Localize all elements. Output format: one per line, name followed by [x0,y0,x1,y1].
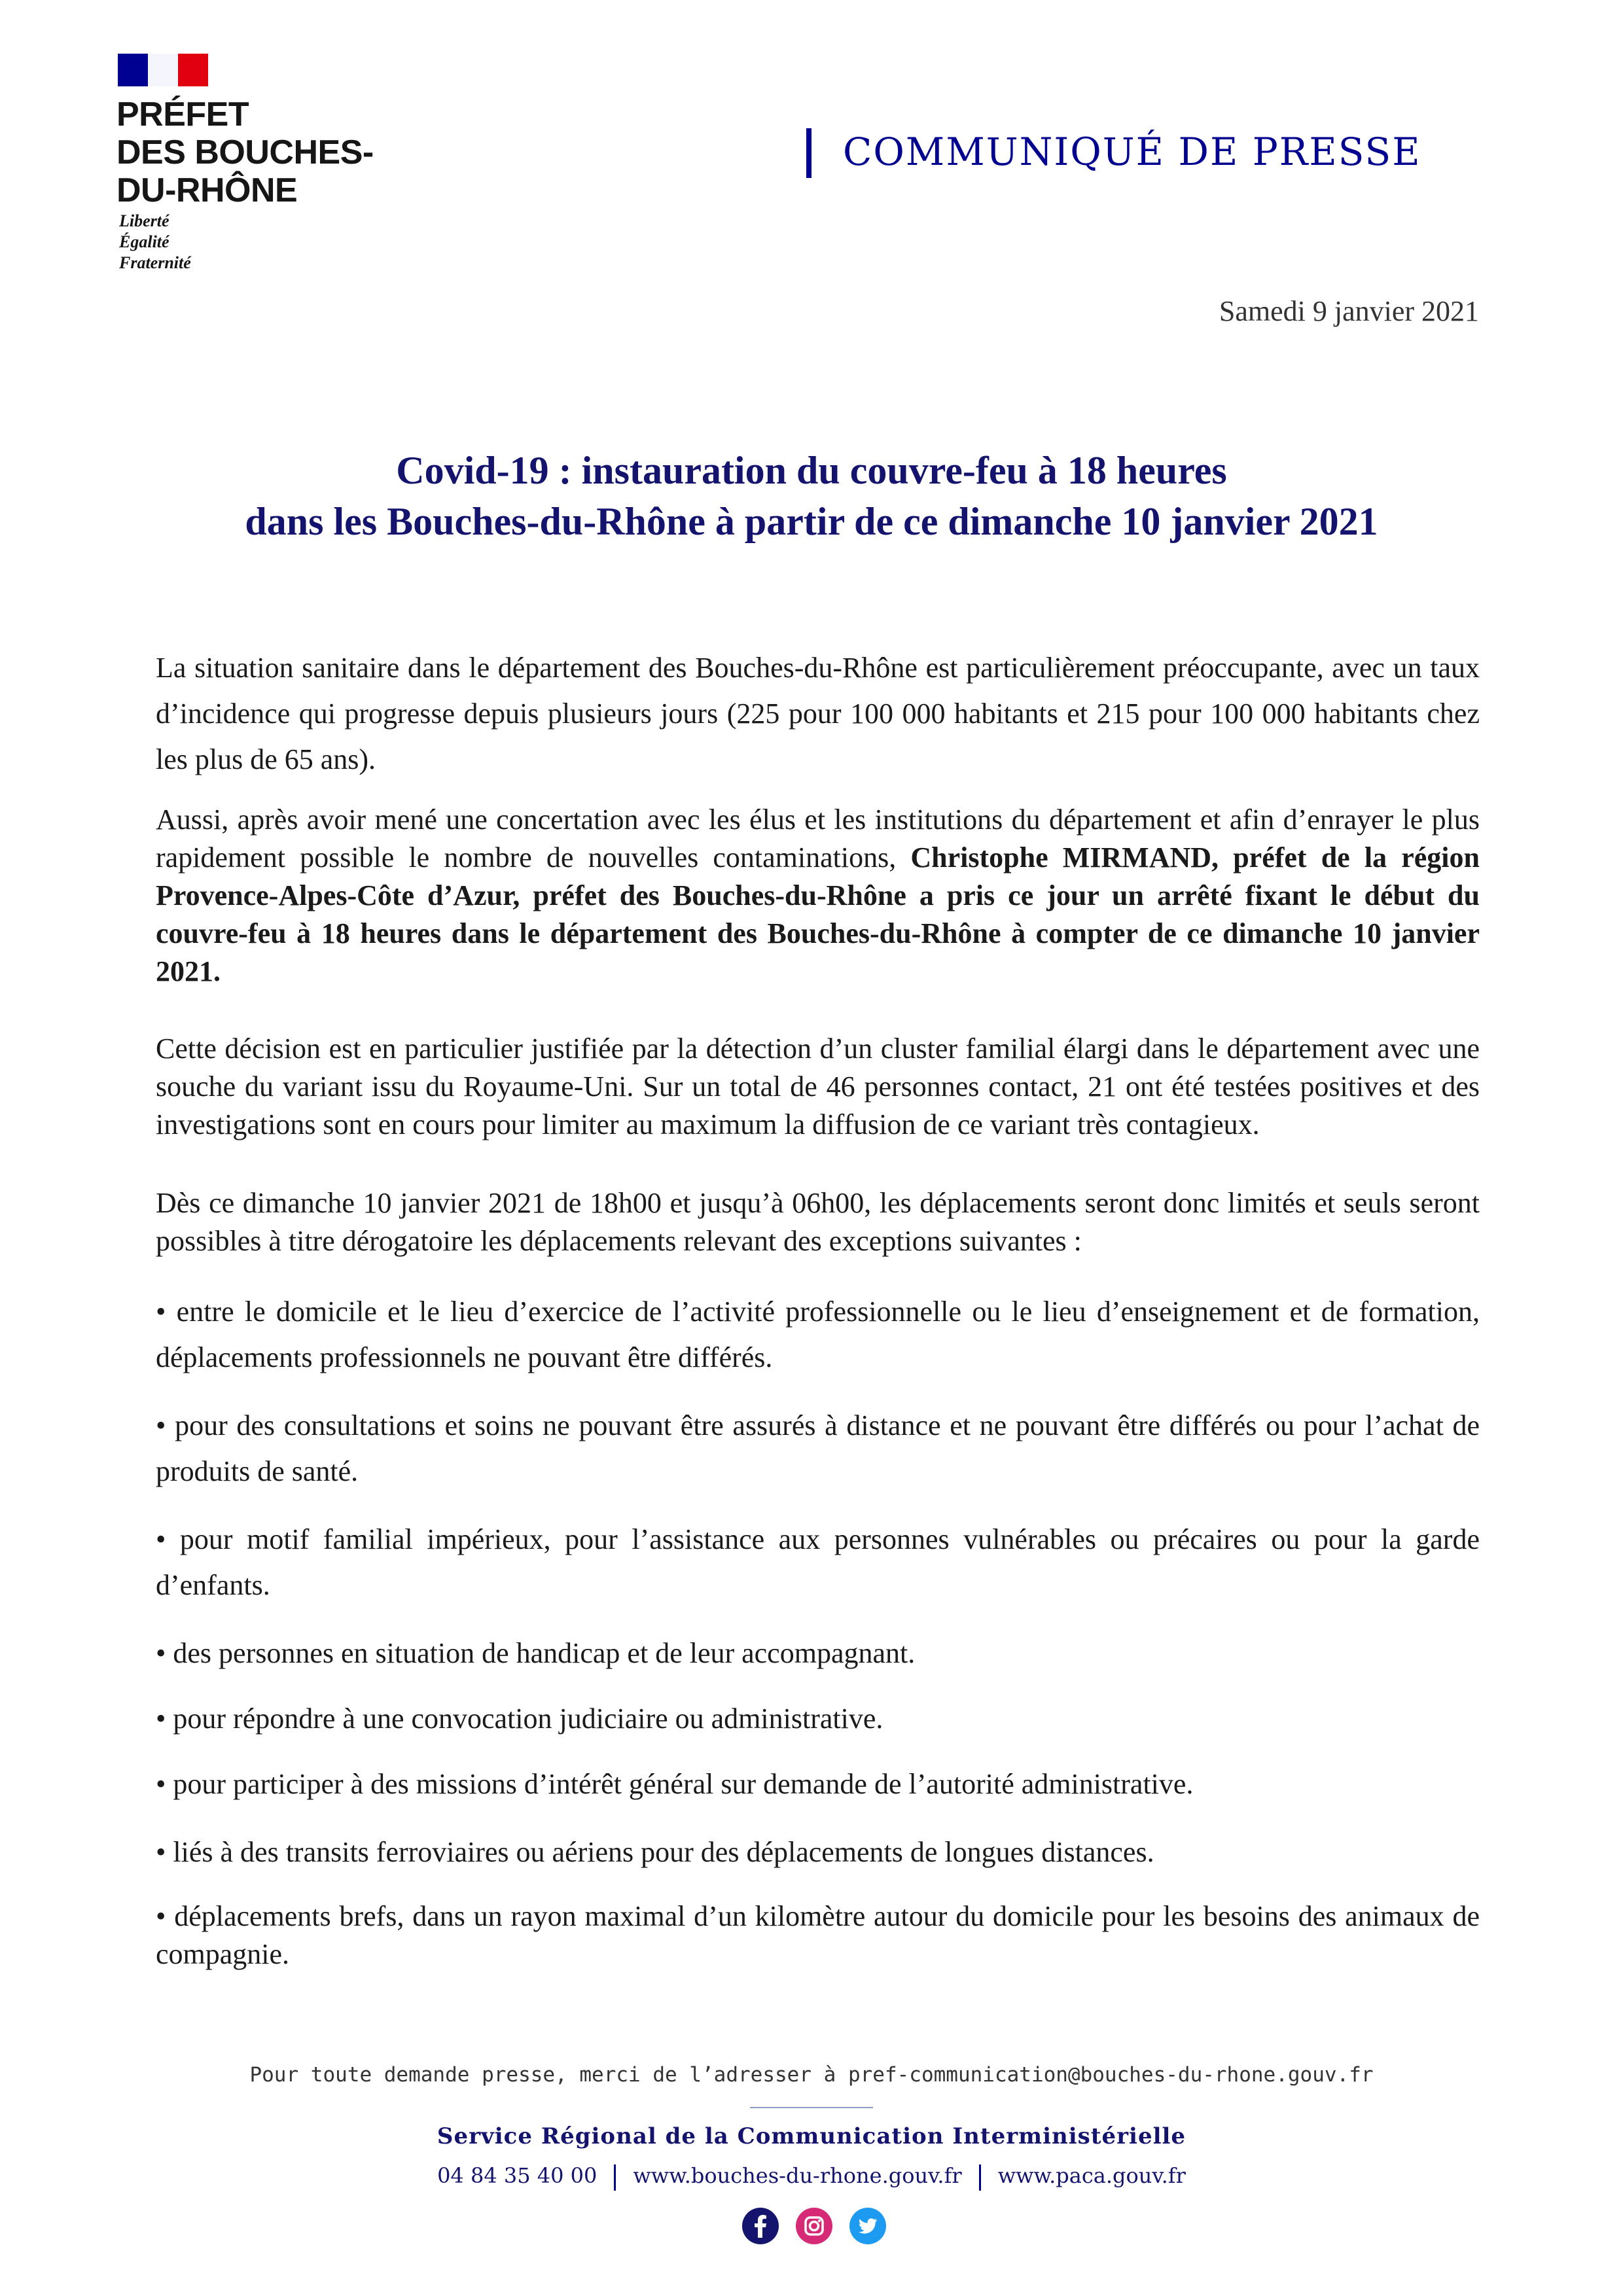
service-name: Service Régional de la Communication Interministérielle [437,2123,1186,2149]
press-release-heading: COMMUNIQUÉ DE PRESSE [843,130,1421,174]
exception-list-item: • pour motif familial impérieux, pour l’assistance aux personnes vulnérables ou précaires ou pour la garde d’enfants. [156,1523,1480,1601]
social-icons [742,2208,886,2247]
exception-list-item: • pour participer à des missions d’intérêt général sur demande de l’autorité administrative. [156,1768,1194,1800]
paragraph-decision [156,801,1480,991]
paragraph-situation: La situation sanitaire dans le département des Bouches-du-Rhône est particulièrement préoccupante, avec un taux d’incidence qui progresse depuis plusieurs jours (225 pour 100 000 habitants et 215 pour 100 000 habitants chez les plus de 65 ans). [156,652,1480,775]
prefecture-name-line: PRÉFET [116,96,249,133]
press-contact-text: Pour toute demande presse, merci de l’adresser à [249,2063,848,2087]
paragraph-justification: Cette décision est en particulier justifiée par la détection d’un cluster familial élargi dans le département avec une souche du variant issu du Royaume-Uni. Sur un total de 46 personnes contact, 21 ont été testées positives et des investigations sont en cours pour limiter au maximum la diffusion de ce variant très contagieux. [156,1033,1480,1140]
paragraph-decision-intro: Aussi, après avoir mené une concertation avec les élus et les institutions du département et afin d’enrayer le plus rapidement possible le nombre de nouvelles contaminations, [156,804,1480,874]
press-contact-email[interactable]: pref-communication@bouches-du-rhone.gouv.fr [847,2063,1374,2087]
exception-list-item: • des personnes en situation de handicap et de leur accompagnant. [156,1637,916,1669]
release-date: Samedi 9 janvier 2021 [1219,295,1479,327]
flag-white-band [148,54,178,86]
title-line-2: dans les Bouches-du-Rhône à partir de ce dimanche 10 janvier 2021 [245,500,1378,543]
link-separator [979,2164,981,2191]
motto-line: Égalité [119,232,169,251]
motto-line: Liberté [119,211,169,230]
website-link-paca[interactable]: www.paca.gouv.fr [997,2163,1186,2188]
phone-number: 04 84 35 40 00 [437,2163,597,2188]
instagram-icon[interactable] [796,2208,832,2244]
footer-links [131,2159,1492,2192]
document-title [131,445,1492,547]
flag-blue-band [118,54,148,86]
exception-list-item: • liés à des transits ferroviaires ou aériens pour des déplacements de longues distances. [156,1836,1154,1868]
body-text [156,645,1480,1973]
flag-red-band [178,54,208,86]
press-contact-line [131,2060,1492,2090]
exception-list-item: • entre le domicile et le lieu d’exercice de l’activité professionnelle ou le lieu d’enseignement et de formation, déplacements professionnels ne pouvant être différés. [156,1296,1480,1373]
website-link-prefecture[interactable]: www.bouches-du-rhone.gouv.fr [633,2163,962,2188]
header-accent-bar [806,128,812,178]
exception-list-item: • déplacements brefs, dans un rayon maximal d’un kilomètre autour du domicile pour les besoins des animaux de compagnie. [156,1900,1480,1970]
exception-list-item: • pour répondre à une convocation judiciaire ou administrative. [156,1703,883,1735]
paragraph-decision-bold: Christophe MIRMAND, préfet de la région Provence-Alpes-Côte d’Azur, préfet des Bouches-du-Rhône a pris ce jour un arrêté fixant le début du couvre-feu à 18 heures dans le département des Bouches-du-Rhône à compter de ce dimanche 10 janvier 2021. [156,841,1480,987]
prefecture-name-line: DES BOUCHES- [116,133,374,171]
prefecture-name [116,96,404,209]
motto-line: Fraternité [119,253,191,272]
marianne-flag-logo [118,54,208,86]
facebook-icon[interactable] [742,2208,779,2244]
exception-list-item: • pour des consultations et soins ne pouvant être assurés à distance et ne pouvant être différés ou pour l’achat de produits de santé. [156,1409,1480,1487]
republic-motto [119,211,315,274]
title-line-1: Covid-19 : instauration du couvre-feu à 18 heures [396,449,1227,492]
footer-divider [750,2107,873,2108]
prefecture-name-line: DU-RHÔNE [116,171,298,209]
link-separator [614,2164,616,2191]
twitter-icon[interactable] [849,2208,886,2244]
paragraph-curfew-hours: Dès ce dimanche 10 janvier 2021 de 18h00 et jusqu’à 06h00, les déplacements seront donc limités et seuls seront possibles à titre dérogatoire les déplacements relevant des exceptions suivantes : [156,1187,1480,1257]
